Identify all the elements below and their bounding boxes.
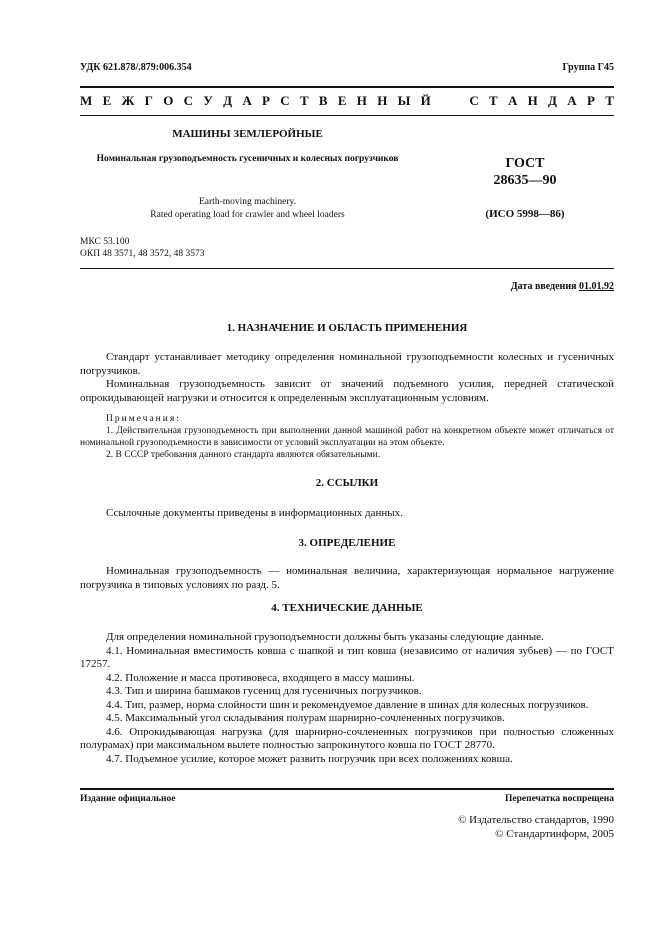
section-1-notes [80, 413, 614, 461]
copyright-1: © Издательство стандартов, 1990 [458, 814, 614, 826]
mks-code: МКС 53.100 [80, 237, 130, 247]
section-3-heading: 3. ОПРЕДЕЛЕНИЕ [298, 537, 396, 549]
section-1-heading: 1. НАЗНАЧЕНИЕ И ОБЛАСТЬ ПРИМЕНЕНИЯ [226, 322, 468, 334]
date-value: 01.01.92 [579, 281, 614, 292]
document-subtitle: Номинальная грузоподъемность гусеничных и колесных погрузчиков [96, 154, 399, 164]
banner-letter: Р [586, 93, 595, 108]
banner-letter: Ы [397, 93, 411, 108]
top-rule [80, 86, 614, 88]
gost-label: ГОСТ [505, 156, 545, 171]
introduction-date [511, 281, 614, 292]
banner-letter: Д [548, 93, 557, 108]
banner-letter: Г [144, 93, 153, 108]
official-edition-label: Издание официальное [80, 794, 176, 804]
section-4-item-2: 4.2. Положение и масса противовеса, входящего в массу машины. [106, 671, 415, 684]
section-3-body [80, 565, 614, 592]
banner-letter: У [203, 93, 213, 108]
copyright-block [458, 813, 614, 841]
banner-letter: Т [605, 93, 614, 108]
section-4-body [80, 631, 614, 766]
section-1-paragraph-1: Стандарт устанавливает методику определения номинальной грузоподъемности колесных и гусеничных погрузчиков. [80, 351, 614, 377]
banner-letter: С [183, 93, 194, 108]
banner-letter: А [567, 93, 577, 108]
section-1-paragraph-2: Номинальная грузоподъемность зависит от значений подъемного усилия, передней статической опрокидывающей нагрузки и относится к определенным эксплуатационным условиям. [80, 378, 614, 404]
interstate-standard-banner [80, 93, 614, 109]
section-4-item-1: 4.1. Номинальная вместимость ковша с шапкой и тип ковша (независимо от наличия зубьев) — по ГОСТ 17257. [80, 644, 614, 670]
group-code: Группа Г45 [562, 62, 614, 73]
section-1-body [80, 351, 614, 405]
reprint-prohibited-label: Перепечатка воспрещена [504, 794, 614, 804]
section-2-body [80, 507, 614, 521]
section-2-paragraph-1: Ссылочные документы приведены в информационных данных. [106, 507, 403, 519]
notes-label: Примечания: [106, 414, 181, 424]
section-4-item-7: 4.7. Подъемное усилие, которое может развить погрузчик при всех положениях ковша. [106, 752, 513, 765]
banner-letter: С [280, 93, 290, 108]
banner-letter: Е [102, 93, 112, 108]
banner-letter: А [507, 93, 518, 108]
banner-letter: М [80, 93, 93, 108]
gost-number [470, 155, 580, 189]
note-2: 2. В СССР требования данного стандарта являются обязательными. [106, 450, 381, 460]
banner-letter: Д [223, 93, 233, 108]
banner-letter: В [318, 93, 328, 108]
udk-code: УДК 621.878/.879:006.354 [80, 62, 192, 73]
banner-letter [441, 93, 459, 109]
banner-letter: Т [299, 93, 309, 108]
banner-letter: Н [527, 93, 538, 108]
banner-letter: Н [356, 93, 367, 108]
banner-letter: Й [420, 93, 431, 108]
document-title: МАШИНЫ ЗЕМЛЕРОЙНЫЕ [172, 128, 323, 140]
section-3-paragraph-1: Номинальная грузоподъемность — номинальная величина, характеризующая нормальное нагружение погрузчика в типовых условиях по разд. 5. [80, 565, 614, 591]
copyright-2: © Стандартинформ, 2005 [495, 828, 614, 840]
banner-letter: Т [489, 93, 498, 108]
okp-code: ОКП 48 3571, 48 3572, 48 3573 [80, 249, 205, 259]
date-label: Дата введения [510, 281, 577, 292]
banner-letter: О [163, 93, 174, 108]
banner-letter: С [469, 93, 479, 108]
section-4-item-6: 4.6. Опрокидывающая нагрузка (для шарнирно-сочлененных погрузчиков при полностью сложенных полурамах) при максимальном вылете полностью запрокинутого ковша по ГОСТ 28770. [80, 725, 614, 751]
banner-letter: А [242, 93, 252, 108]
section-4-intro: Для определения номинальной грузоподъемности должны быть указаны следующие данные. [106, 631, 544, 643]
top-rule-2 [80, 115, 614, 116]
english-title [80, 196, 415, 222]
section-4-heading: 4. ТЕХНИЧЕСКИЕ ДАННЫЕ [271, 602, 423, 614]
section-4-item-5: 4.5. Максимальный угол складывания полурам шарнирно-сочлененных погрузчиков. [106, 712, 505, 724]
english-title-line2: Rated operating load for crawler and wheel loaders [150, 210, 345, 220]
section-4-item-4: 4.4. Тип, размер, норма слойности шин и рекомендуемое давление в шинах для колесных погрузчиков. [106, 698, 589, 711]
english-title-line1: Earth-moving machinery. [199, 197, 296, 207]
section-2-heading: 2. ССЫЛКИ [315, 477, 379, 489]
banner-letter: Н [377, 93, 388, 108]
banner-letter: Р [262, 93, 270, 108]
iso-reference: (ИСО 5998—86) [485, 208, 565, 220]
banner-letter: Ж [121, 93, 135, 108]
banner-letter: Е [337, 93, 347, 108]
gost-code: 28635—90 [493, 173, 557, 188]
note-1: 1. Действительная грузоподъемность при выполнении данной машиной работ на конкретном объекте может отличаться от номинальной грузоподъемности в зависимости от условий эксплуатации на этом объекте. [80, 426, 614, 448]
middle-rule [80, 268, 614, 269]
bottom-rule [80, 788, 614, 790]
classification-codes [80, 236, 205, 260]
section-4-item-3: 4.3. Тип и ширина башмаков гусениц для гусеничных погрузчиков. [106, 685, 422, 697]
